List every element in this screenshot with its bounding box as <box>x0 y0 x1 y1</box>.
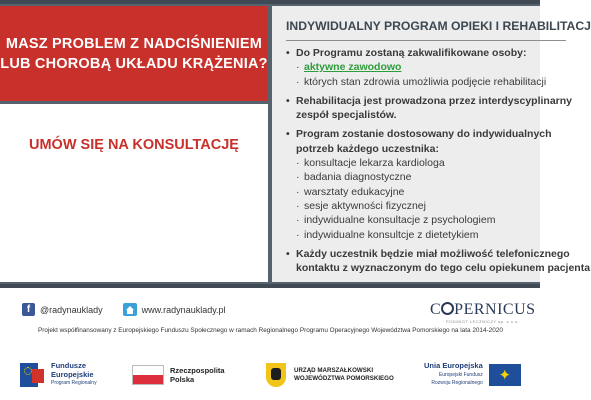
sub-bullet-icon: · <box>296 185 300 198</box>
fe-logo <box>20 357 97 393</box>
bullet-icon: • <box>286 47 290 59</box>
list-item-text: których stan zdrowia umożliwia podjęcie rehabilitacji <box>304 75 547 88</box>
ue-line-1: Unia Europejska <box>424 361 483 371</box>
copernicus-o-icon <box>441 302 454 315</box>
list-item-text: indywidualne konsultacje z psychologiem <box>304 214 496 227</box>
fe-line-1: Fundusze <box>51 361 86 371</box>
copernicus-name-end: PERNICUS <box>454 301 536 318</box>
copernicus-name-start: C <box>430 301 442 318</box>
sub-bullet-icon: · <box>296 61 300 74</box>
contact-section <box>286 247 591 276</box>
list-item <box>296 60 540 74</box>
services-line-2: potrzeb każdego uczestnika: <box>296 142 439 155</box>
services-list <box>286 156 540 242</box>
sub-bullet-icon: · <box>296 171 300 184</box>
headline-box <box>0 6 268 101</box>
list-item <box>296 75 547 89</box>
headline <box>0 34 267 74</box>
highlight-active: aktywne zawodowo <box>304 61 402 74</box>
divider <box>286 40 566 41</box>
program-title: INDYWIDUALNY PROGRAM OPIEKI I REHABILITACJ <box>286 19 591 33</box>
copernicus-subtitle: PODMIOT LECZNICZY sp. z o.o. <box>446 319 520 324</box>
list-item <box>296 185 540 199</box>
list-item-text: warsztaty edukacyjne <box>304 185 405 198</box>
eligibility-title: Do Programu zostaną zakwalifikowane osoby: <box>296 47 527 59</box>
fe-line-3: Program Regionalny <box>51 380 97 387</box>
fe-line-2: Europejskie <box>51 369 94 379</box>
list-item <box>296 199 540 213</box>
contact-line-2: kontaktu z wyznaczonym do tego celu opiekunem pacjenta <box>296 262 591 275</box>
sub-bullet-icon: · <box>296 228 300 241</box>
list-item <box>296 228 540 242</box>
headline-line-1: MASZ PROBLEM Z NADCIŚNIENIEM <box>5 35 263 52</box>
sub-bullet-icon: · <box>296 75 300 88</box>
eligibility-section <box>286 46 547 89</box>
copernicus-logo <box>430 301 536 324</box>
poland-flag-icon <box>132 365 164 385</box>
cta-text[interactable]: UMÓW SIĘ NA KONSULTACJĘ <box>29 137 239 153</box>
contact-line-1: Każdy uczestnik będzie miał możliwość telefonicznego <box>296 247 570 260</box>
list-item-text: konsultacje lekarza kardiologa <box>304 157 445 170</box>
sub-bullet-icon: · <box>296 214 300 227</box>
social-links <box>22 303 226 316</box>
bullet-icon: • <box>286 247 290 260</box>
list-item <box>296 213 540 227</box>
pomorskie-crest-icon <box>266 363 286 387</box>
um-line-1: URZĄD MARSZAŁKOWSKI <box>294 367 374 374</box>
rehab-line-1: Rehabilitacja jest prowadzona przez interdyscyplinarny <box>296 94 572 107</box>
headline-line-2: LUB CHOROBĄ UKŁADU KRĄŻENIA? <box>0 55 268 72</box>
website-link[interactable]: www.radynauklady.pl <box>141 304 226 315</box>
bullet-icon: • <box>286 128 290 141</box>
eu-flag-icon: ✦ <box>489 364 521 386</box>
facebook-icon[interactable]: f <box>22 303 35 316</box>
list-item <box>296 156 540 170</box>
ue-line-2: Europejski Fundusz <box>438 371 483 378</box>
services-line-1: Program zostanie dostosowany do indywidualnych <box>296 128 552 141</box>
rehab-section <box>286 94 572 123</box>
services-section <box>286 127 552 241</box>
program-panel <box>272 6 591 282</box>
list-item-text: indywidualne konsultcje z dietetykiem <box>304 228 479 241</box>
rehab-line-2: zespół specjalistów. <box>296 109 397 122</box>
list-item-text: sesje aktywności fizycznej <box>304 199 426 212</box>
ue-logo <box>424 357 521 393</box>
um-line-2: WOJEWÓDZTWA POMORSKIEGO <box>294 375 394 382</box>
sub-bullet-icon: · <box>296 199 300 212</box>
bullet-icon: • <box>286 94 290 107</box>
pl-line-1: Rzeczpospolita <box>170 366 225 375</box>
list-item <box>296 170 540 184</box>
list-item-text: badania diagnostyczne <box>304 171 412 184</box>
pl-logo <box>132 357 225 393</box>
funding-logos <box>0 357 540 393</box>
um-logo <box>266 357 394 393</box>
ue-line-3: Rozwoju Regionalnego <box>431 380 483 387</box>
facebook-handle[interactable]: @radynauklady <box>40 304 103 315</box>
pl-line-2: Polska <box>170 375 195 384</box>
project-note: Projekt współfinansowany z Europejskiego Funduszu Społecznego w ramach Regionalnego Programu Operacyjnego Województwa Pomorskiego na lata 2014-2020 <box>38 327 503 334</box>
cta-box <box>0 104 268 282</box>
fe-emblem-icon <box>20 363 46 387</box>
home-icon[interactable] <box>123 303 137 316</box>
sub-bullet-icon: · <box>296 157 300 170</box>
